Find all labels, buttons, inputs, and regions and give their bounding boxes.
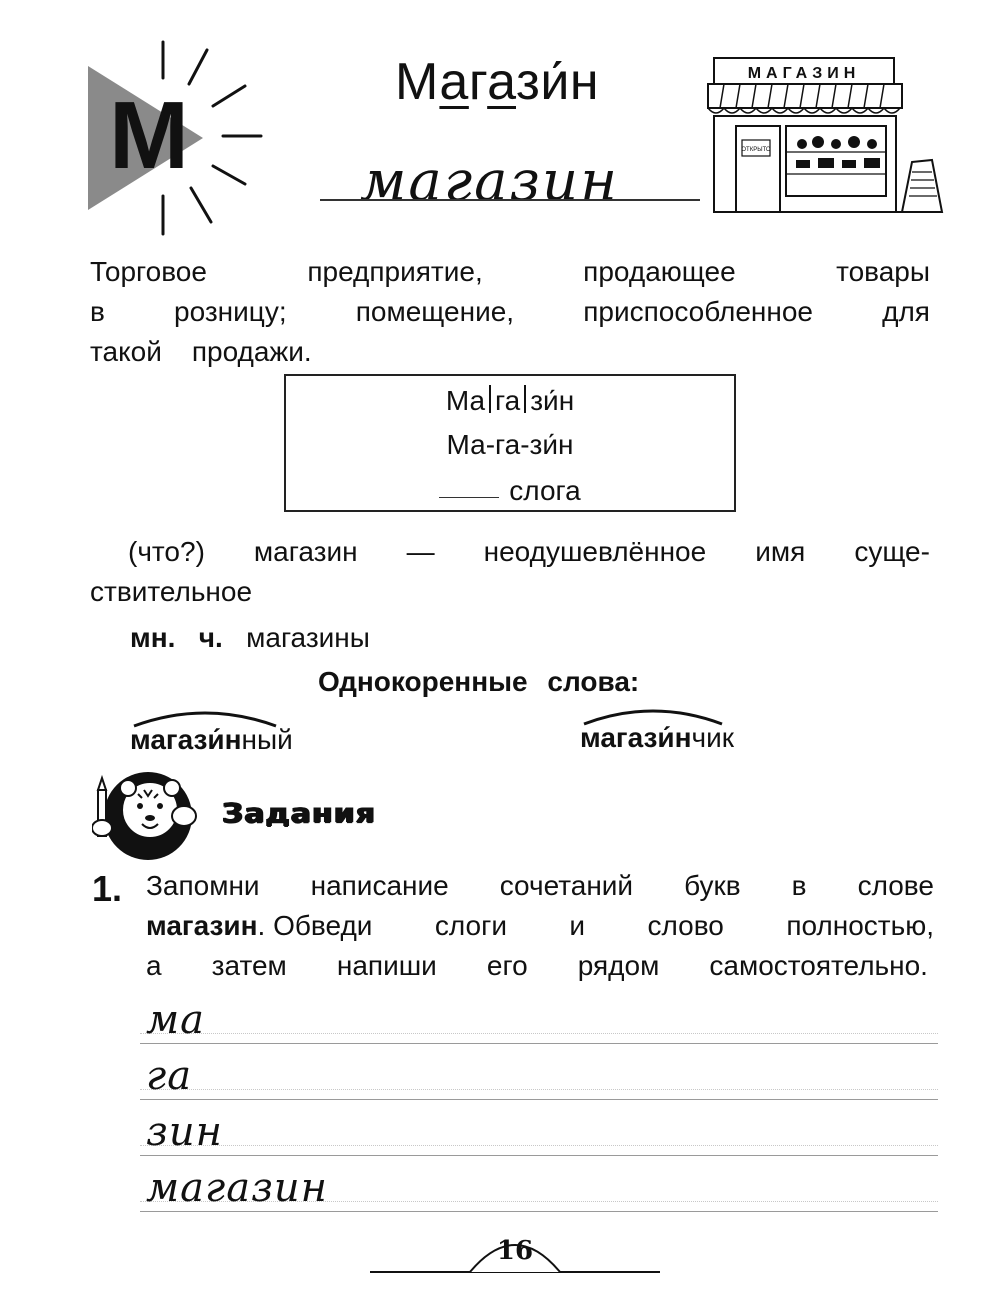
- related-words-heading: Однокоренные слова:: [318, 666, 640, 697]
- writing-row-magazin[interactable]: [140, 1165, 938, 1212]
- cursive-baseline: [320, 199, 700, 201]
- shop-icon: [706, 56, 946, 220]
- cursive-title: магазин: [360, 149, 619, 214]
- related-word-1: магази́нный: [130, 724, 293, 755]
- syllable-count: слога: [284, 474, 736, 508]
- cursive-sample-ma: ма: [146, 997, 206, 1043]
- plural-form: мн. ч. магазины: [130, 622, 370, 653]
- syllable-split: Ма га зи́н: [445, 385, 575, 416]
- task-line-1: Запомни написание сочетаний букв в слове: [146, 870, 934, 901]
- related-word-2: магази́нчик: [580, 722, 735, 753]
- definition-line-3: такой продажи.: [90, 336, 312, 367]
- task-line-3: а затем напиши его рядом самостоятельно.: [146, 950, 928, 981]
- writing-row-ma[interactable]: [140, 997, 938, 1044]
- cursive-sample-ga: га: [146, 1053, 193, 1099]
- syllable-count-blank[interactable]: [439, 497, 499, 498]
- writing-row-zin[interactable]: [140, 1109, 938, 1156]
- page-title: Магази́н: [395, 53, 600, 111]
- writing-row-ga[interactable]: [140, 1053, 938, 1100]
- task-number: 1.: [92, 868, 123, 909]
- syllable-hyphenated: Ма-га-зи́н: [446, 429, 574, 460]
- tasks-heading: Задания: [222, 797, 377, 830]
- tiger-mascot-icon: [92, 770, 202, 864]
- big-letter: М: [109, 82, 189, 189]
- grammar-line-2: ствительное: [90, 576, 253, 607]
- definition-line-2: в розницу; помещение, приспособленное для: [90, 296, 930, 327]
- shop-door-sign: ОТКРЫТО: [741, 147, 771, 153]
- cursive-sample-zin: зин: [146, 1109, 223, 1155]
- shop-sign-text: МАГАЗИН: [747, 65, 861, 82]
- definition-line-1: Торговое предприятие, продающее товары: [90, 256, 930, 287]
- page-number: 16: [496, 1236, 534, 1266]
- grammar-line-1: (что?) магазин — неодушевлённое имя суще-: [128, 536, 930, 567]
- cursive-sample-magazin: магазин: [146, 1165, 328, 1211]
- letter-m-graphic: [85, 38, 275, 238]
- task-line-2: магазин. Обведи слоги и слово полностью,: [146, 910, 934, 941]
